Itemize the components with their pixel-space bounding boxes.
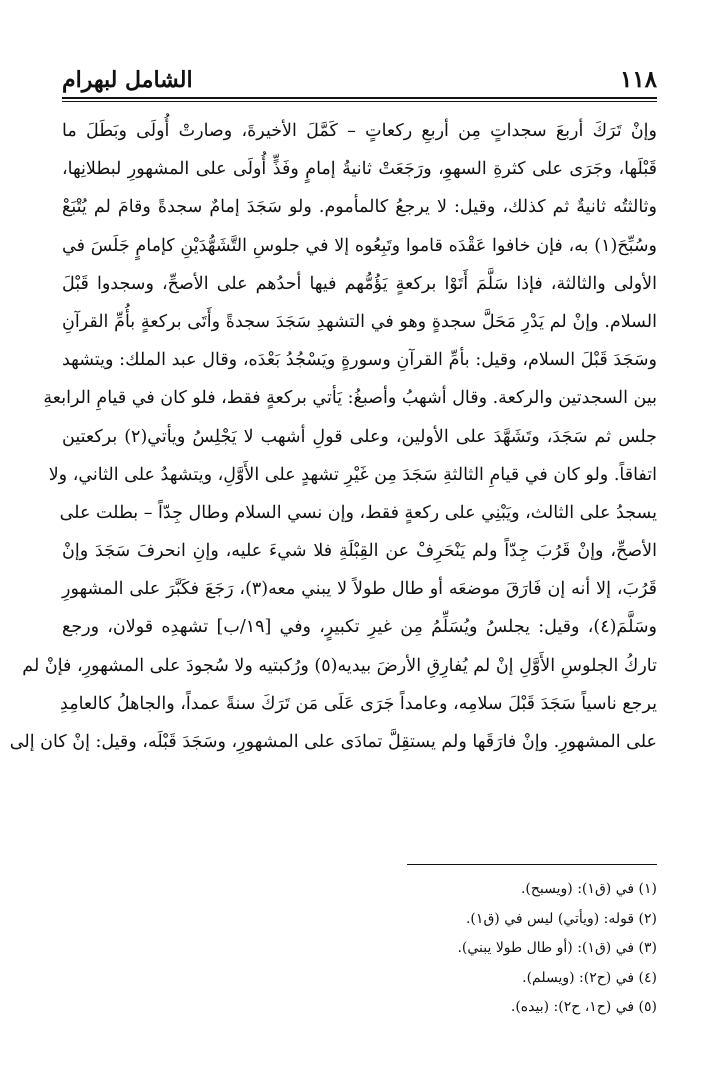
body-line: وإنْ تَرَكَ أربعَ سجداتٍ مِن أربعِ ركعاتٍ – كَمَّلَ الأخيرةَ، وصارتْ أُولَى وبَطَلَ ما [62, 121, 657, 141]
body-line: على المشهورِ. وإنْ فارَقَها ولم يستقِلَّ تمادَى على المشهورِ، وسَجَدَ قَبْلَه، وقيل: إنْ كان إلى [9, 732, 657, 752]
footnote: (٤) في (ح٢): (ويسلم). [522, 969, 657, 986]
body-line: وثالثتُه ثانيةٌ ثم كذلك، وقيل: لا يرجعُ كالمأموم. ولو سَجَدَ إمامٌ سجدةً وقامَ لم يُتْبَعْ [62, 197, 657, 218]
body-line: يسجدُ على الثالث، ويَبْنِي على ركعةٍ فقط، وإن نسي السلام وطال جِدّاً – بطلت على [59, 502, 657, 523]
body-text [9, 112, 657, 812]
body-line: يرجع ناسياً سَجَدَ قَبْلَ سلامِه، وعامداً جَرَى عَلَى مَن تَرَكَ سنةً عمداً، والجاهلُ كالعامِدِ [60, 693, 657, 714]
page-header [62, 55, 657, 97]
header-rule [62, 97, 657, 99]
footnote: (١) في (ق١): (ويسبح). [520, 881, 657, 897]
body-line: بين السجدتين والركعة. وقال أشهبُ وأصبغُ: يَأتي بركعةٍ فقط، فلو كان في قيامِ الرابعةِ [43, 388, 657, 409]
page-number: ١١٨ [619, 66, 657, 93]
header-rule-thin [62, 101, 657, 102]
body-line: السلام. وإنْ لم يَدْرِ مَحَلَّ سجدةٍ وهو في التشهدِ سَجَدَ سجدةً وأَتَى بركعةٍ بأُمِّ القرآنِ [62, 311, 657, 332]
body-line: اتفاقاً. ولو كان في قيامِ الثالثةِ سَجَدَ مِن غَيْرِ تشهدٍ على الأَوَّلِ، ويتشهدُ على الثاني، ولا [48, 464, 657, 485]
body-line: الأولى والثالثة، فإذا سَلَّمَ أَتَوْا بركعةٍ يَؤُمُّهم فيها أحدُهم على الأصحِّ، وسجدوا قَبْلَ [62, 273, 657, 294]
footnotes [62, 875, 657, 1023]
body-line: جلس ثم سَجَدَ، وتَشَهَّدَ على الأولين، وعلى قولِ أشهب لا يَجْلِسُ ويأتي(٢) بركعتين [62, 426, 657, 447]
body-line: تاركُ الجلوسِ الأَوَّلِ إنْ لم يُفارِقِ الأرضَ بيديه(٥) ورُكبتيه ولا سُجودَ على المشهورِ، فإنْ لم [22, 655, 657, 676]
footnote-separator [407, 864, 657, 865]
body-line: وسُبِّحَ(١) به، فإن خافوا عَقْدَه قاموا وتَبِعُوه إلا في جلوسِ التَّشَهُّدَيْنِ كإمامٍ جَلَسَ في [62, 235, 657, 256]
body-line: قَبْلَها، وجَرَى على كثرةِ السهوِ، ورَجَعَتْ ثانيةُ إمامٍ وفَذٍّ أُولَى على المشهورِ لبطلانِها، [62, 159, 657, 180]
body-line: الأصحِّ، وإنْ قَرُبَ جِدّاً ولم يَنْحَرِفْ عن القِبْلَةِ فلا شيءَ عليه، وإنِ انحرفَ سَجَدَ وإنْ [62, 541, 657, 562]
body-line: وسَلَّمَ(٤)، وقيل: يجلسُ ويُسَلِّمُ مِن غيرِ تكبيرٍ، وفي [١٩/ب] تشهدِه قولان، ورجع [62, 617, 657, 638]
footnote: (٥) في (ح١، ح٢): (بيده). [510, 999, 657, 1016]
footnote: (٣) في (ق١): (أو طال طولا يبني). [457, 940, 657, 957]
body-line: وسَجَدَ قَبْلَ السلام، وقيل: بأمِّ القرآنِ وسورةٍ ويَسْجُدُ بَعْدَه، وقال عبد الملك: ويتشهد [62, 350, 657, 371]
body-line: قَرُبَ، إلا أنه إن فَارَقَ موضعَه أو طال طولاً لا يبني معه(٣)، رَجَعَ فكَبَّرَ على المشهورِ [62, 579, 657, 600]
footnote: (٢) قوله: (ويأتي) ليس في (ق١). [465, 910, 657, 927]
running-title: الشامل لبهرام [62, 67, 193, 93]
